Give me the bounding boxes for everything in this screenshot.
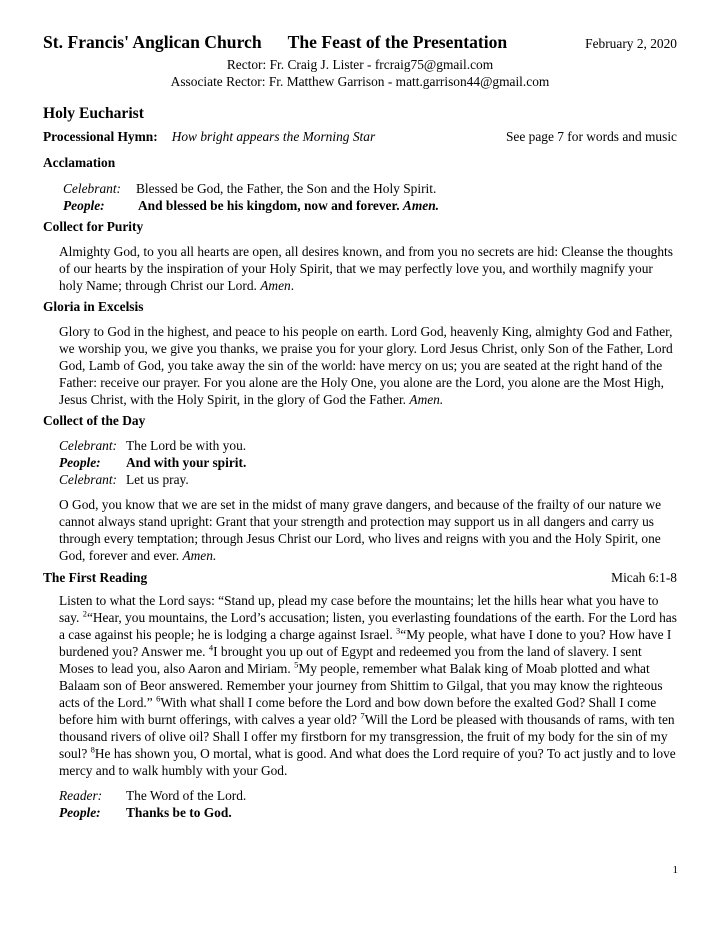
reading-people-line [59, 804, 677, 821]
collect-purity-text: Almighty God, to you all hearts are open, all desires known, and from you no secrets are hid: Cleanse the thoughts of our hearts by the inspiration of your Holy Spirit, that we may perfectly love you, and worthily magnify your holy Name; through Christ our Lord. [59, 244, 673, 293]
service-title: Holy Eucharist [43, 105, 144, 122]
acclamation-dialog [63, 180, 677, 214]
verse-5: My people, remember what Balak king of Moab plotted and what Balaam son of Beor answered. Remember your journey from Shittim to Gilgal, that you may know the righteous acts of the Lord.” [59, 661, 663, 710]
processional-hymn-title: How bright appears the Morning Star [171, 129, 376, 144]
collect-day-dialog [59, 437, 677, 488]
people-label: People: [59, 805, 101, 820]
collect-purity-text-block: Almighty God, to you all hearts are open, all desires known, and from you no secrets are hid: Cleanse the thoughts of our hearts by the inspiration of your Holy Spirit, that we may perfectly love you, and worthily magnify your holy Name; through Christ our Lord. Amen. [59, 244, 673, 293]
celebrant-label: Celebrant: [59, 438, 118, 453]
reading-people-text: Thanks be to God. [126, 805, 232, 820]
first-reading-heading: The First Reading [43, 570, 148, 585]
processional-note: See page 7 for words and music [505, 129, 677, 144]
collect-day-celebrant-line [59, 437, 677, 454]
verse-8: He has shown you, O mortal, what is good. And what does the Lord require of you? To act justly and to love mercy and to walk humbly with your God. [59, 746, 676, 778]
people-label: People: [59, 455, 101, 470]
acclamation-celebrant-text: Blessed be God, the Father, the Son and the Holy Spirit. [136, 181, 437, 196]
verse-number-6: 6 [156, 693, 161, 704]
verse-4: I brought you up out of Egypt and redeemed you from the land of slavery. I sent Moses to lead you, also Aaron and Miriam. [59, 644, 642, 676]
acclamation-people-line [63, 197, 677, 214]
collect-day-celebrant-text: The Lord be with you. [126, 438, 247, 453]
first-reading-text [59, 592, 677, 779]
verse-2: “Hear, you mountains, the Lord’s accusation; listen, you everlasting foundations of the earth. For the Lord has a case against his people; he is lodging a charge against Israel. [59, 610, 677, 642]
processional-label: Processional Hymn: [43, 129, 158, 144]
verse-number-4: 4 [208, 642, 214, 653]
page-number: 1 [672, 864, 678, 876]
verse-3: “My people, what have I done to you? How have I burdened you? Answer me. [59, 627, 672, 659]
celebrant-label: Celebrant: [63, 181, 122, 196]
verse-6: With what shall I come before the Lord and bow down before the exalted God? Shall I come before him with burnt offerings, with calves a year old? [59, 695, 657, 727]
collect-day-celebrant-text-2: Let us pray. [126, 472, 189, 487]
collect-day-amen: Amen. [182, 548, 217, 563]
collect-day-text: O God, you know that we are set in the midst of many grave dangers, and because of the frailty of our nature we cannot always stand upright: Grant that your strength and protection may support us in all dangers and carry us through every temptation; through Jesus Christ our Lord, who lives and reigns with you and the Holy Spirit, one God, forever and ever. [59, 497, 662, 563]
collect-day-heading: Collect of the Day [43, 413, 146, 428]
first-reading-response [59, 787, 677, 821]
service-date: February 2, 2020 [585, 36, 677, 51]
first-reading-citation: Micah 6:1-8 [611, 570, 677, 585]
verse-number-5: 5 [294, 659, 299, 670]
acclamation-celebrant-line [63, 180, 677, 197]
bulletin-page [43, 34, 677, 821]
acclamation-people-text: And blessed be his kingdom, now and forever. [138, 198, 400, 213]
verse-1: Listen to what the Lord says: “Stand up, plead my case before the mountains; let the hills hear what you have to say. [59, 593, 659, 625]
collect-day-celebrant-line-2 [59, 471, 677, 488]
verse-number-8: 8 [90, 744, 95, 755]
rector-line: Rector: Fr. Craig J. Lister - frcraig75@gmail.com [226, 57, 494, 72]
gloria-text: Glory to God in the highest, and peace to his people on earth. Lord God, heavenly King, almighty God and Father, we worship you, we give you thanks, we praise you for your glory. Lord Jesus Christ, only Son of the Father, Lord God, Lamb of God, you take away the sin of the world: have mercy on us; you are seated at the right hand of the Father: receive our prayer. For you alone are the Holy One, you alone are the Lord, you alone are the Most High, Jesus Christ, with the Holy Spirit, in the glory of God the Father. [59, 324, 673, 407]
acclamation-amen: Amen. [402, 198, 440, 213]
collect-purity-heading: Collect for Purity [43, 219, 144, 234]
gloria-heading: Gloria in Excelsis [43, 299, 144, 314]
associate-rector-line: Associate Rector: Fr. Matthew Garrison - matt.garrison44@gmail.com [170, 74, 550, 89]
acclamation-heading: Acclamation [43, 155, 116, 170]
collect-day-people-line [59, 454, 677, 471]
collect-day-text-block [59, 496, 677, 564]
reader-label: Reader: [59, 788, 103, 803]
verse-number-3: 3 [396, 625, 401, 636]
first-reading-heading-row [43, 569, 677, 586]
gloria-text-block [59, 323, 677, 408]
collect-day-people-text: And with your spirit. [126, 455, 247, 470]
collect-purity-amen: Amen [260, 278, 291, 293]
reader-text: The Word of the Lord. [126, 788, 247, 803]
verse-7: Will the Lord be pleased with thousands of rams, with ten thousand rivers of olive oil? Shall I offer my firstborn for my transgression, the fruit of my body for the sin of my soul? [59, 712, 675, 761]
gloria-amen: Amen. [409, 392, 444, 407]
people-label: People: [63, 198, 105, 213]
header [43, 34, 677, 52]
church-name: St. Francis' Anglican Church [43, 32, 262, 52]
celebrant-label: Celebrant: [59, 472, 118, 487]
verse-number-7: 7 [360, 710, 365, 721]
feast-title: The Feast of the Presentation [287, 32, 508, 52]
reader-line [59, 787, 677, 804]
processional-hymn-row [43, 128, 677, 145]
verse-number-2: 2 [82, 608, 87, 619]
